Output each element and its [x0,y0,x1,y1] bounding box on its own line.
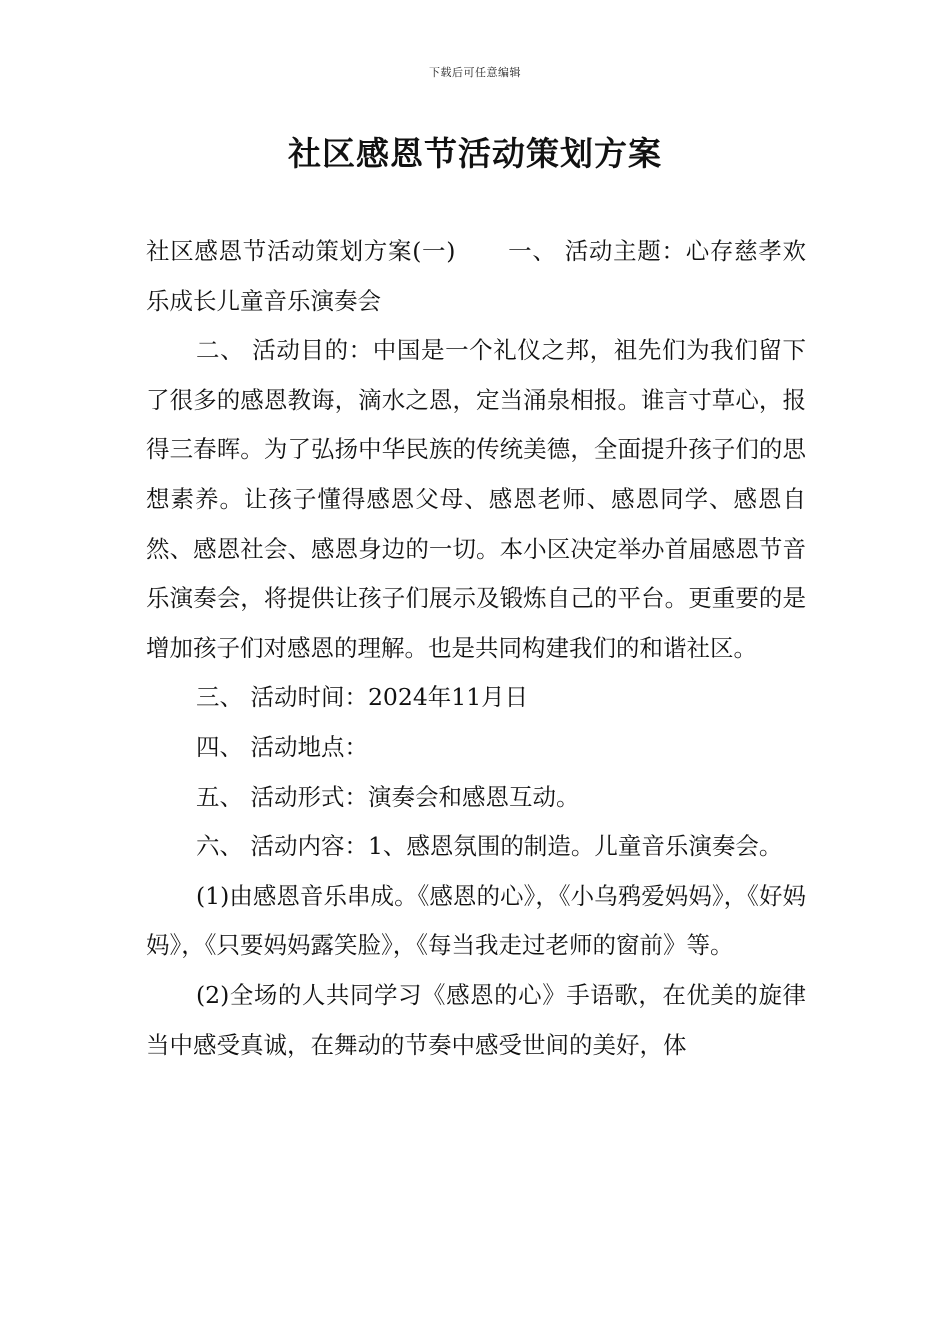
paragraph-content: 六、 活动内容：1、感恩氛围的制造。儿童音乐演奏会。 [196,832,783,861]
paragraph-intro [146,227,806,326]
document-title: 社区感恩节活动策划方案 [288,134,662,173]
paragraph-time: 三、 活动时间：2024年11月日 [196,683,529,712]
document-body [146,227,806,1070]
activity-theme: 一、 活动主题：心存慈孝欢乐成长儿童音乐演奏会 [146,237,806,315]
paragraph-location: 四、 活动地点： [196,732,368,761]
paragraph-content-1: (1)由感恩音乐串成。《感恩的心》，《小乌鸦爱妈妈》，《好妈妈》，《只要妈妈露笑脸》，《每当我走过老师的窗前》等。 [146,881,806,960]
paragraph-content-2: (2)全场的人共同学习《感恩的心》手语歌，在优美的旋律当中感受真诚，在舞动的节奏中感受世间的美好，体 [146,980,806,1059]
paragraph-purpose: 二、 活动目的：中国是一个礼仪之邦，祖先们为我们留下了很多的感恩教诲，滴水之恩，定当涌泉相报。谁言寸草心，报得三春晖。为了弘扬中华民族的传统美德，全面提升孩子们的思想素养。让孩子懂得感恩父母、感恩老师、感恩同学、感恩自然、感恩社会、感恩身边的一切。本小区决定举办首届感恩节音乐演奏会，将提供让孩子们展示及锻炼自己的平台。更重要的是增加孩子们对感恩的理解。也是共同构建我们的和谐社区。 [146,336,806,662]
header-note: 下载后可任意编辑 [429,66,521,79]
plan-subtitle: 社区感恩节活动策划方案(一) [146,237,456,265]
paragraph-format: 五、 活动形式：演奏会和感恩互动。 [196,782,580,811]
